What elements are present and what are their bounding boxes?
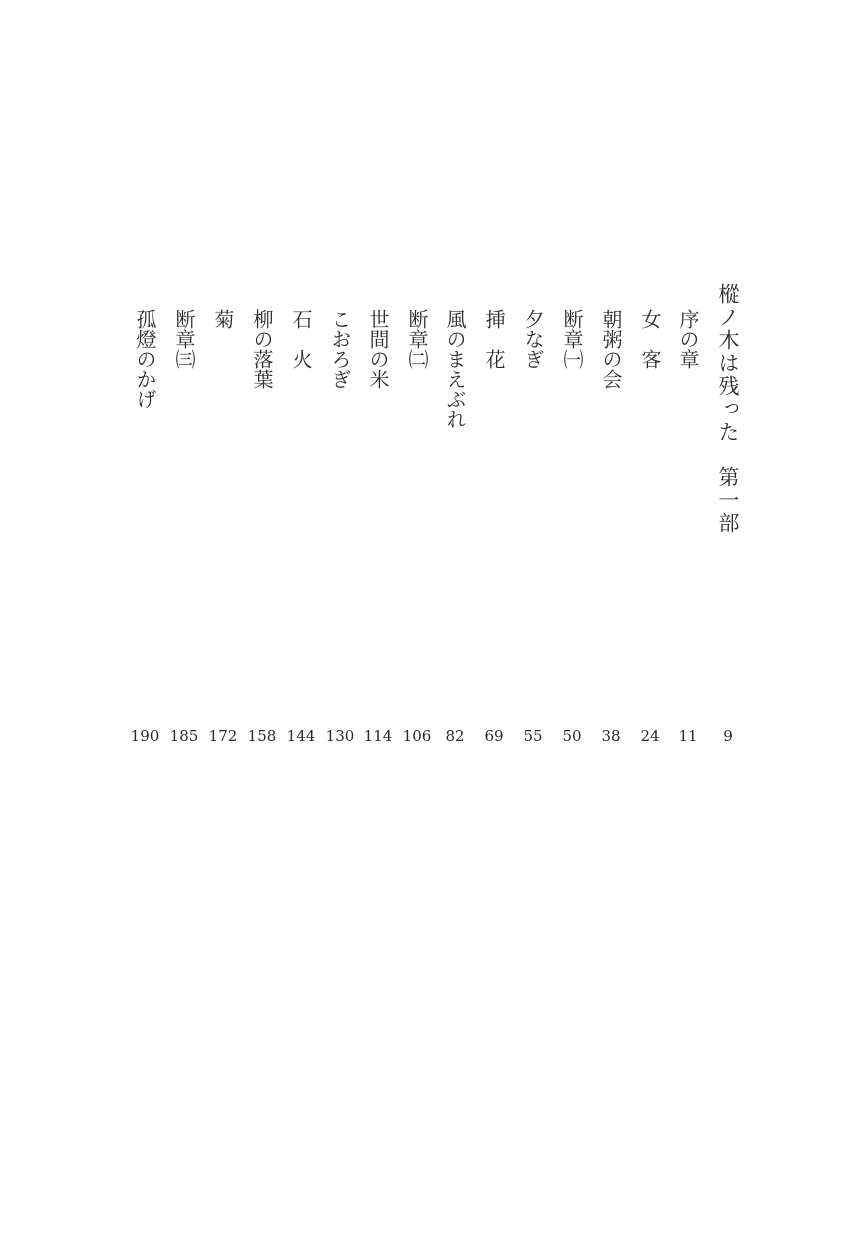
chapter-title: 断章㈡ (405, 309, 429, 369)
chapter-title: 朝粥の会 (599, 309, 623, 389)
page-number: 185 (169, 727, 199, 745)
page-number: 172 (208, 727, 238, 745)
page-number: 38 (601, 727, 621, 745)
page-number: 55 (523, 727, 543, 745)
toc-entry (435, 0, 475, 1233)
page-number: 24 (640, 727, 660, 745)
toc-entry (203, 0, 243, 1233)
chapter-title: 挿 花 (482, 309, 506, 369)
chapter-title: 夕なぎ (521, 309, 545, 369)
chapter-title: こおろぎ (328, 309, 352, 389)
chapter-title: 断章㈠ (560, 309, 584, 369)
page-number: 158 (247, 727, 277, 745)
page-number: 106 (402, 727, 432, 745)
toc-entry (320, 0, 360, 1233)
toc-entry (125, 0, 165, 1233)
toc-entry (474, 0, 514, 1233)
toc-entry (281, 0, 321, 1233)
toc-entry (397, 0, 437, 1233)
chapter-title: 菊 (211, 309, 235, 329)
toc-entry (630, 0, 670, 1233)
page-number: 114 (363, 727, 393, 745)
page-number: 69 (484, 727, 504, 745)
page-number: 190 (130, 727, 160, 745)
toc-entry (164, 0, 204, 1233)
toc-entry (513, 0, 553, 1233)
page-number: 82 (445, 727, 465, 745)
toc-entry (358, 0, 398, 1233)
toc-entry (242, 0, 282, 1233)
toc-entry (591, 0, 631, 1233)
chapter-title: 断章㈢ (172, 309, 196, 369)
chapter-title: 女 客 (638, 309, 662, 369)
page-number: 9 (723, 727, 733, 745)
toc-entry (552, 0, 592, 1233)
chapter-title: 風のまえぶれ (443, 309, 467, 429)
page-number: 50 (562, 727, 582, 745)
page-number: 144 (286, 727, 316, 745)
book-title: 樅ノ木は残った (716, 283, 740, 444)
part-label: 第一部 (716, 466, 740, 535)
chapter-title: 世間の米 (366, 309, 390, 389)
chapter-title: 孤燈のかげ (133, 309, 157, 409)
chapter-title: 柳の落葉 (250, 309, 274, 389)
page-number: 130 (325, 727, 355, 745)
toc-entry (668, 0, 708, 1233)
page-number: 11 (678, 727, 698, 745)
chapter-title: 序の章 (676, 309, 700, 369)
title-column (708, 0, 748, 1233)
chapter-title: 石 火 (289, 309, 313, 369)
